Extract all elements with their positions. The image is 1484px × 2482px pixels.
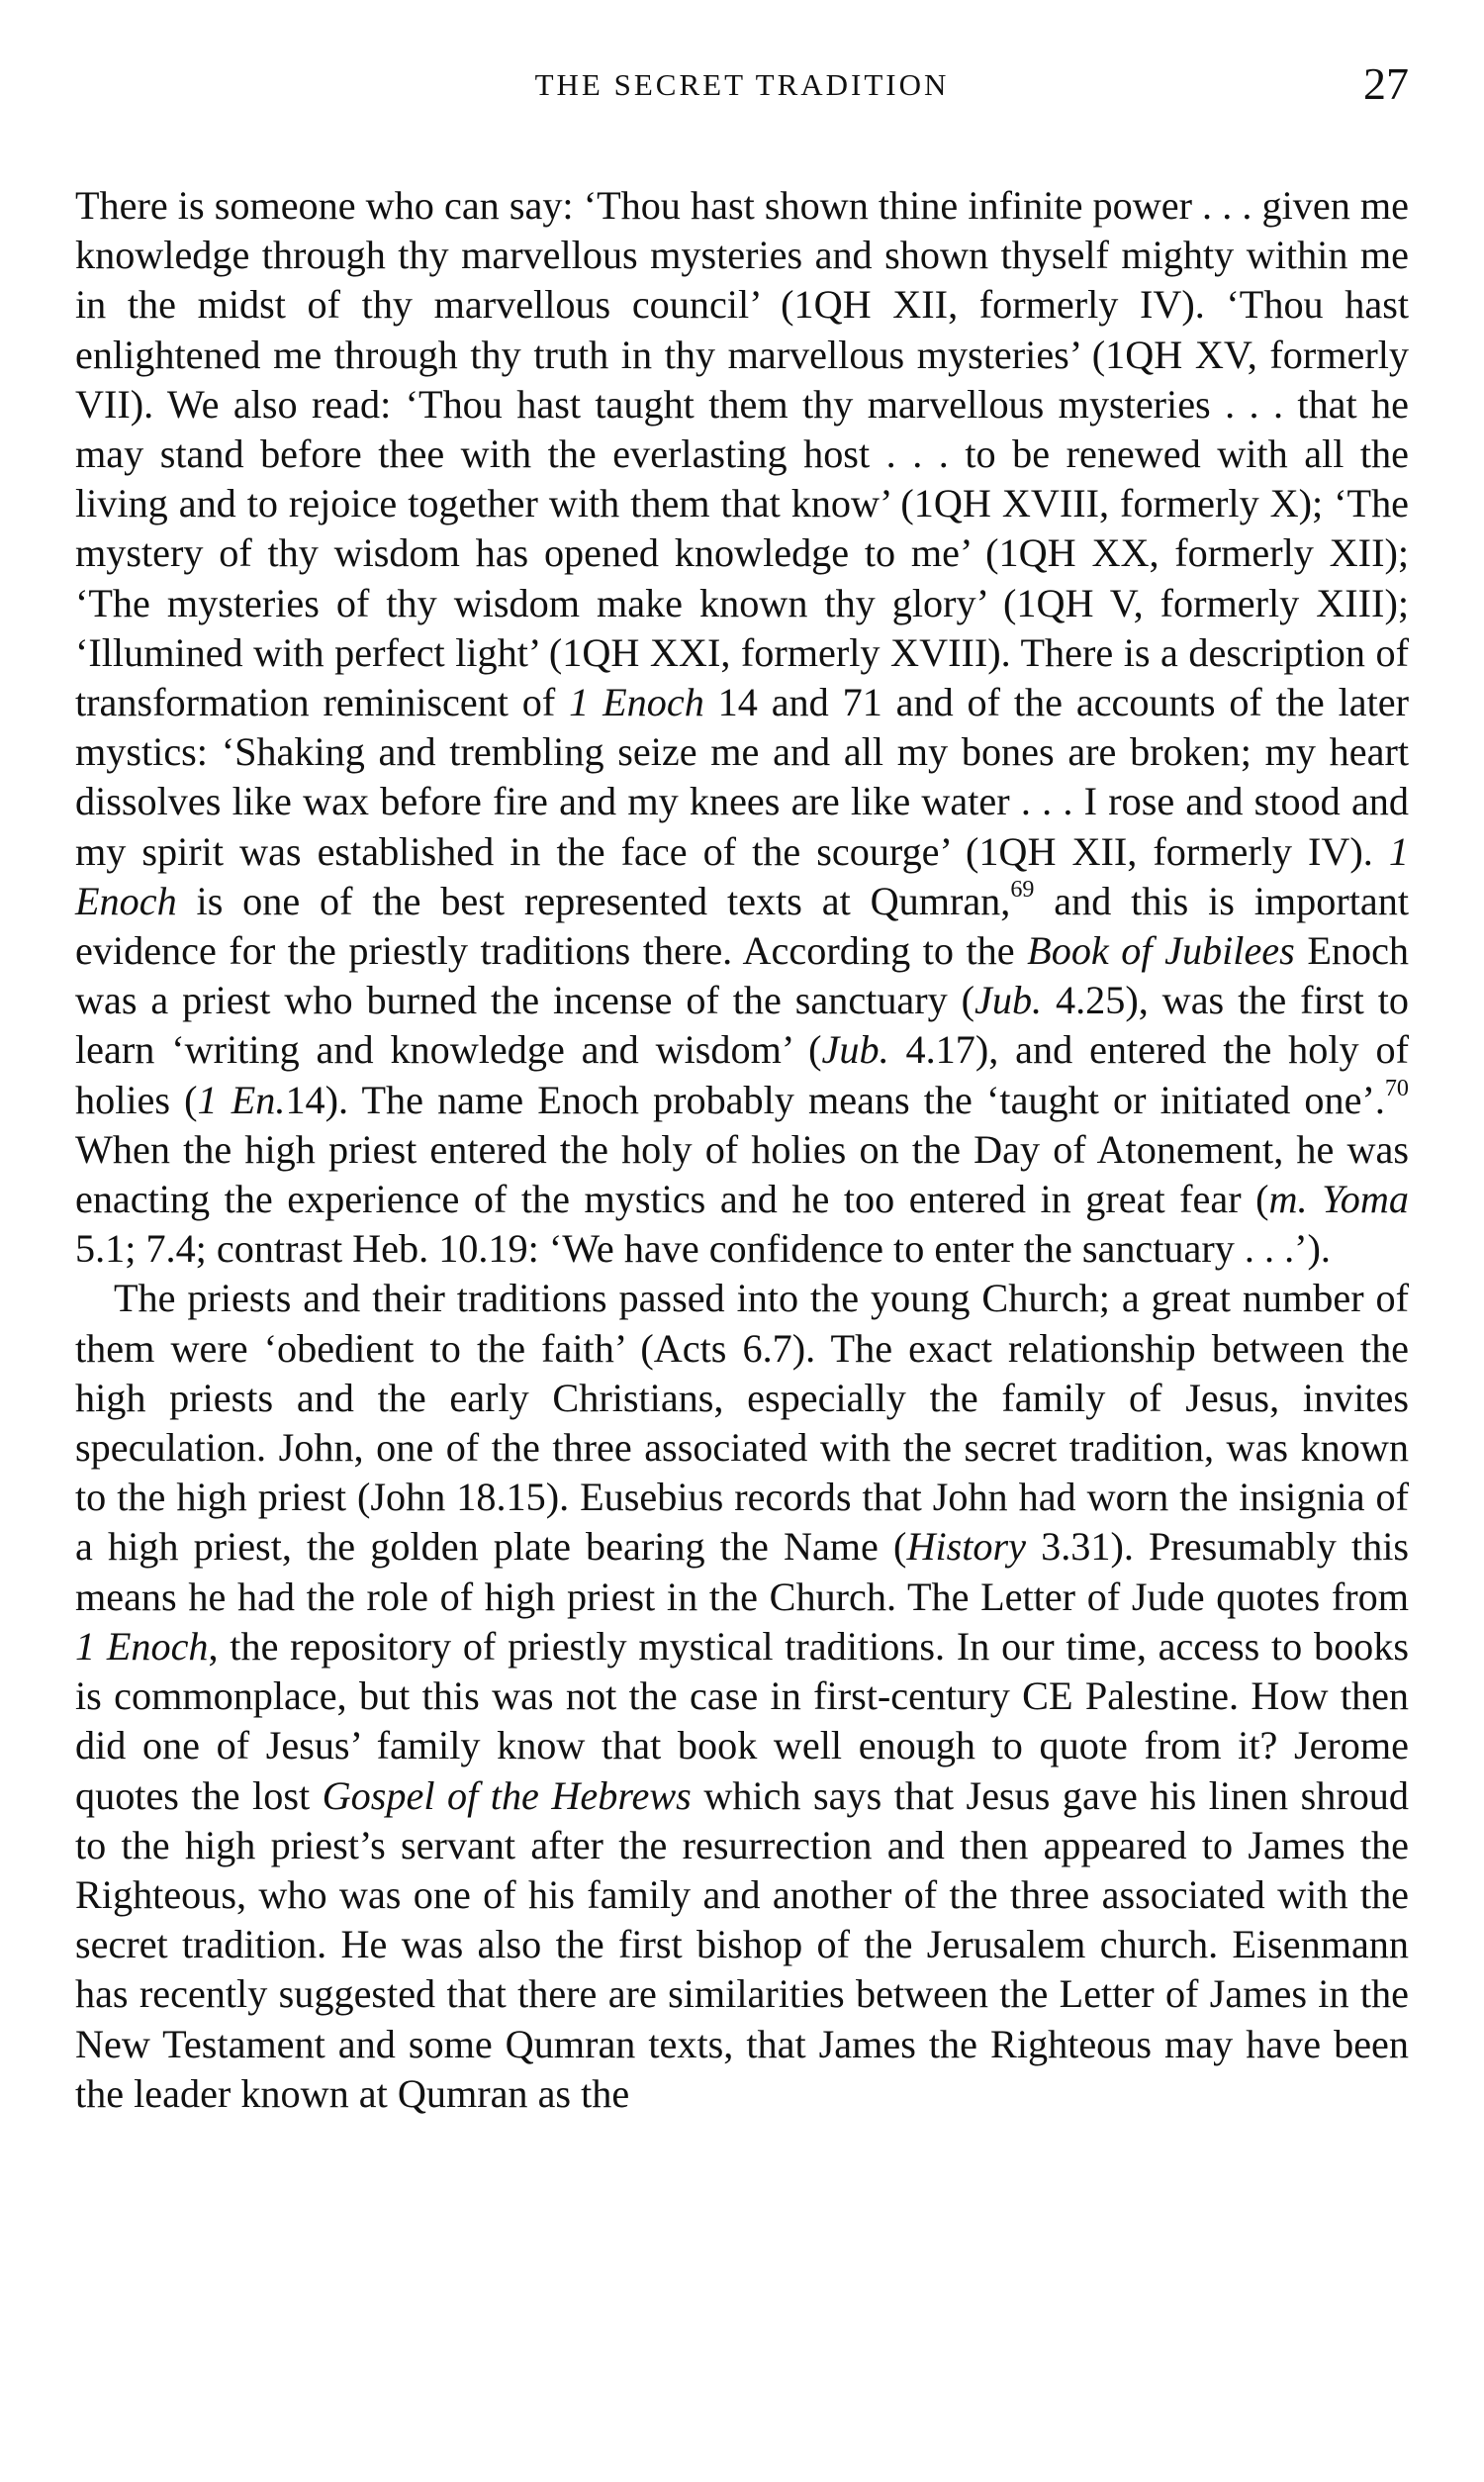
italic-text: History (906, 1524, 1026, 1570)
text-run: 3.31). Presumably this means he had the role of high priest in the Church. The Letter of Jude quotes from (75, 1524, 1410, 1619)
text-run: Palestine. How then did one of Jesus’ family know that book well enough to quote from it? Jerome quotes the lost (75, 1673, 1410, 1818)
page-number: 27 (1363, 58, 1409, 109)
text-run: Enoch was a priest who burned the incense of the sanctuary ( (75, 928, 1409, 1023)
italic-text: Gospel of the Hebrews (322, 1772, 692, 1818)
smallcaps-text: CE (1022, 1673, 1073, 1719)
text-run: which says that Jesus gave his linen shroud to the high priest’s servant after the resurrection and then appeared to James the Righteous, who was one of his family and another of the three associated with the secret tradition. He was also the first bishop of the Jerusalem church. Eisenmann has recently suggested that there are similarities between the Letter of James in the New Testament and some Qumran texts, that James the Righteous may have been the leader known at Qumran as the (75, 1772, 1409, 2116)
italic-text: Jub. (974, 978, 1043, 1023)
italic-text: 1 Enoch (75, 828, 1409, 923)
running-head: THE SECRET TRADITION (534, 67, 950, 102)
text-run: 14). The name Enoch probably means the ‘taught or initiated one’. (285, 1077, 1385, 1122)
italic-text: 1 En. (197, 1077, 286, 1122)
text-run: and this is important evidence for the priestly traditions there. According to the (75, 878, 1409, 974)
italic-text: 1 Enoch (75, 1623, 209, 1669)
italic-text: m. Yoma (1268, 1177, 1409, 1222)
text-run: , the repository of priestly mystical traditions. In our time, access to books is commonplace, but this was not the case in first-century (75, 1623, 1410, 1719)
italic-text: 1 Enoch (569, 680, 704, 725)
text-run: There is someone who can say: ‘Thou hast shown thine infinite power . . . given me knowledge through thy marvellous mysteries and shown thyself mighty within me in the midst of thy marvellous council’ (1QH XII, formerly IV). ‘Thou hast enlightened me through thy truth in thy marvellous mysteries’ (1QH XV, formerly VII). We also read: ‘Thou hast taught them thy marvellous mysteries . . . that he may stand before thee with the everlasting host . . . to be renewed with all the living and to rejoice together with them that know’ (1QH XVIII, formerly X); ‘The mystery of thy wisdom has opened knowledge to me’ (1QH XX, formerly XII); ‘The mysteries of thy wisdom make known thy glory’ (1QH V, formerly XIII); ‘Illumined with perfect light’ (1QH XXI, formerly XVIII). There is a description of transformation reminiscent of (75, 183, 1409, 725)
paragraph (75, 1274, 1409, 2118)
text-run: The priests and their traditions passed into the young Church; a great number of them were ‘obedient to the faith’ (Acts 6.7). The exact relationship between the high priests and the early Christians, especially the family of Jesus, invites speculation. John, one of the three associated with the secret tradition, was known to the high priest (John 18.15). Eusebius records that John had worn the insignia of a high priest, the golden plate bearing the Name ( (75, 1276, 1409, 1570)
text-run: When the high priest entered the holy of holies on the Day of Atonement, he was enacting the experience of the mystics and he too entered in great fear ( (75, 1126, 1409, 1222)
text-run: is one of the best represented texts at Qumran, (176, 878, 1011, 923)
text-run: 5.1; 7.4; contrast Heb. 10.19: ‘We have confidence to enter the sanctuary . . .’). (75, 1226, 1331, 1272)
italic-text: Book of Jubilees (1027, 928, 1295, 974)
text-run: 14 and 71 and of the accounts of the later mystics: ‘Shaking and trembling seize me and all my bones are broken; my heart dissolves like wax before fire and my knees are like water . . . I rose and stood and my spirit was established in the face of the scourge’ (1QH XII, formerly IV). (75, 680, 1410, 874)
text-run: 4.25), was the first to learn ‘writing and knowledge and wisdom’ ( (75, 978, 1409, 1073)
footnote-ref: 69 (1010, 876, 1035, 903)
footnote-ref: 70 (1384, 1075, 1409, 1101)
page-header (75, 57, 1409, 117)
italic-text: Jub. (821, 1027, 889, 1073)
body-text (75, 181, 1409, 2119)
text-run: 4.17), and entered the holy of holies ( (75, 1027, 1409, 1122)
paragraph (75, 181, 1409, 1274)
